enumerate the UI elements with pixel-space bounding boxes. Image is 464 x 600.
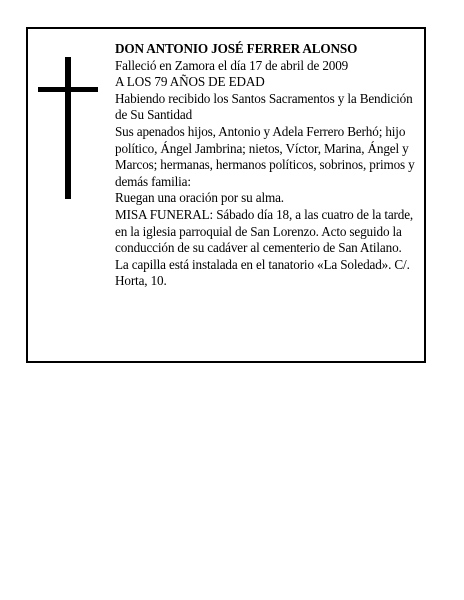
age-line: A LOS 79 AÑOS DE EDAD bbox=[115, 74, 265, 90]
cross-vertical-bar bbox=[65, 57, 71, 199]
cross-horizontal-bar bbox=[38, 87, 98, 92]
chapel-line: La capilla está instalada en el tanatorio «La Soledad». C/. Horta, 10. bbox=[115, 256, 410, 289]
funeral-mass-line: MISA FUNERAL: Sábado día 18, a las cuatro de la tarde, en la iglesia parroquial de San Lorenzo. Acto seguido la conducción de su cadáver al cementerio de San Atilano. bbox=[115, 206, 414, 256]
cross-icon bbox=[38, 57, 98, 199]
sacraments-line: Habiendo recibido los Santos Sacramentos y la Bendición de Su Santidad bbox=[115, 90, 413, 123]
family-line: Sus apenados hijos, Antonio y Adela Ferrero Berhó; hijo político, Ángel Jambrina; nietos, Víctor, Marina, Ángel y Marcos; hermanas, hermanos políticos, sobrinos, primos y demás familia: bbox=[115, 123, 415, 189]
death-date-line: Falleció en Zamora el día 17 de abril de 2009 bbox=[115, 57, 349, 73]
deceased-name: DON ANTONIO JOSÉ FERRER ALONSO bbox=[115, 41, 358, 56]
prayer-line: Ruegan una oración por su alma. bbox=[115, 190, 284, 206]
obituary-notice bbox=[26, 27, 426, 363]
notice-text bbox=[115, 41, 415, 290]
